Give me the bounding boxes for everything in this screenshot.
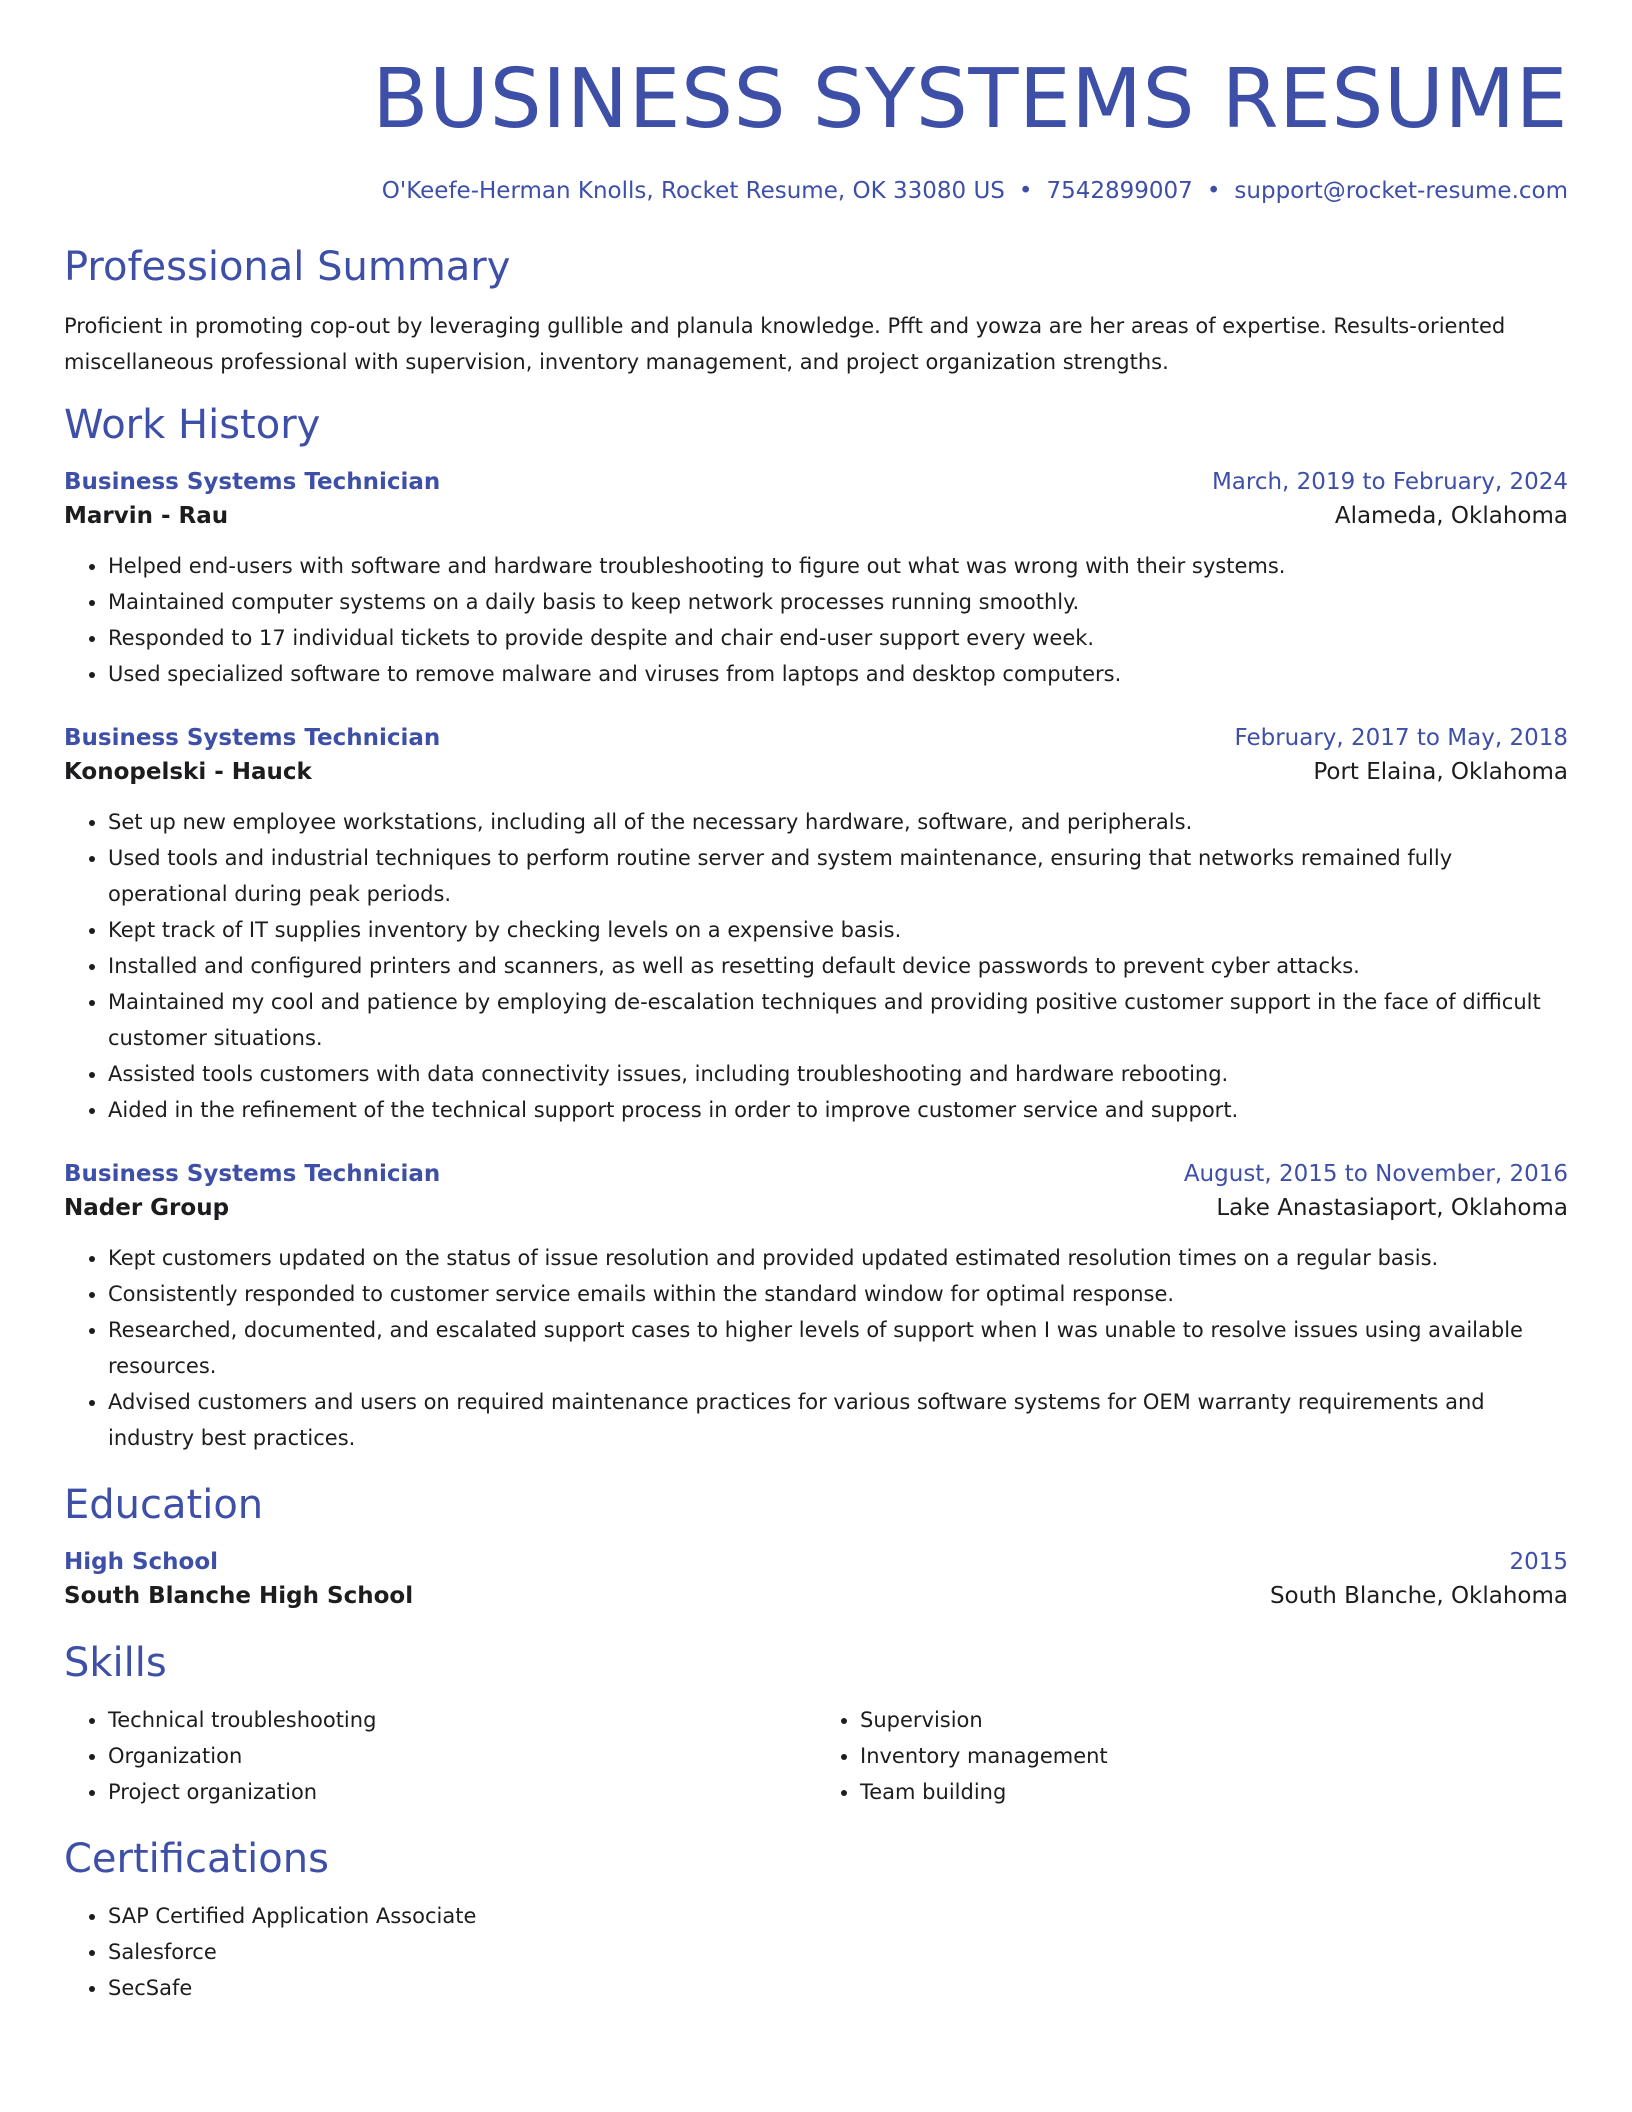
section-title-education: Education	[64, 1482, 264, 1528]
job-company: Marvin - Rau	[64, 503, 229, 529]
job-company: Konopelski - Hauck	[64, 759, 312, 785]
certification-item: • SecSafe	[108, 1970, 1568, 2006]
section-title-skills: Skills	[64, 1640, 167, 1686]
skills-list-right	[816, 1702, 1568, 1810]
education-school: South Blanche High School	[64, 1583, 414, 1609]
job-company: Nader Group	[64, 1195, 230, 1221]
contact-separator: •	[1206, 178, 1221, 204]
job-bullet: • Assisted tools customers with data connectivity issues, including troubleshooting and hardware rebooting.	[108, 1056, 1568, 1092]
job-location: Alameda, Oklahoma	[1334, 503, 1568, 529]
job-bullet: • Kept customers updated on the status of issue resolution and provided updated estimated resolution times on a regular basis.	[108, 1240, 1568, 1276]
job-entry	[64, 1158, 1568, 1456]
job-title: Business Systems Technician	[64, 725, 441, 751]
education-section	[64, 1480, 1568, 1614]
skills-section	[64, 1638, 1568, 1810]
job-entry	[64, 722, 1568, 1128]
skills-grid	[64, 1702, 1568, 1810]
job-dates: March, 2019 to February, 2024	[1211, 469, 1568, 495]
education-year: 2015	[1509, 1549, 1568, 1575]
skill-item: • Supervision	[860, 1702, 1568, 1738]
skill-item: • Organization	[108, 1738, 816, 1774]
skill-item: • Project organization	[108, 1774, 816, 1810]
job-bullet: • Kept track of IT supplies inventory by checking levels on a expensive basis.	[108, 912, 1568, 948]
job-title: Business Systems Technician	[64, 1161, 441, 1187]
skills-list-left	[64, 1702, 816, 1810]
job-bullet: • Installed and configured printers and scanners, as well as resetting default device passwords to prevent cyber attacks.	[108, 948, 1568, 984]
job-bullet: • Helped end-users with software and hardware troubleshooting to figure out what was wrong with their systems.	[108, 548, 1568, 584]
job-bullet: • Used tools and industrial techniques to perform routine server and system maintenance, ensuring that networks remained fully operational during peak periods.	[108, 840, 1568, 912]
section-title-work-history: Work History	[64, 402, 321, 448]
job-bullet: • Maintained computer systems on a daily basis to keep network processes running smoothly.	[108, 584, 1568, 620]
summary-section	[64, 242, 1568, 380]
contact-phone: 7542899007	[1046, 178, 1193, 204]
job-bullet: • Researched, documented, and escalated support cases to higher levels of support when I was unable to resolve issues using available resources.	[108, 1312, 1568, 1384]
education-entry	[64, 1546, 1568, 1614]
education-location: South Blanche, Oklahoma	[1269, 1583, 1568, 1609]
section-title-certifications: Certifications	[64, 1836, 329, 1882]
job-dates: February, 2017 to May, 2018	[1234, 725, 1568, 751]
job-dates: August, 2015 to November, 2016	[1183, 1161, 1568, 1187]
contact-email[interactable]: support@rocket-resume.com	[1234, 178, 1568, 204]
job-bullet: • Maintained my cool and patience by employing de-escalation techniques and providing positive customer support in the face of difficult customer situations.	[108, 984, 1568, 1056]
contact-line	[64, 176, 1568, 206]
job-location: Port Elaina, Oklahoma	[1313, 759, 1568, 785]
job-bullet: • Set up new employee workstations, including all of the necessary hardware, software, and peripherals.	[108, 804, 1568, 840]
skill-item: • Technical troubleshooting	[108, 1702, 816, 1738]
summary-text: Proficient in promoting cop-out by leveraging gullible and planula knowledge. Pfft and yowza are her areas of expertise. Results-oriented miscellaneous professional with supervision, inventory management, and project organization strengths.	[64, 314, 1506, 374]
job-bullets	[64, 1240, 1568, 1456]
certification-item: • Salesforce	[108, 1934, 1568, 1970]
work-history-section	[64, 400, 1568, 1456]
job-bullet: • Aided in the refinement of the technical support process in order to improve customer service and support.	[108, 1092, 1568, 1128]
job-bullet: • Advised customers and users on required maintenance practices for various software systems for OEM warranty requirements and industry best practices.	[108, 1384, 1568, 1456]
job-entry	[64, 466, 1568, 692]
job-bullet: • Responded to 17 individual tickets to provide despite and chair end-user support every week.	[108, 620, 1568, 656]
contact-address: O'Keefe-Herman Knolls, Rocket Resume, OK 33080 US	[381, 178, 1005, 204]
job-bullets	[64, 548, 1568, 692]
education-degree: High School	[64, 1549, 219, 1575]
certifications-section	[64, 1834, 1568, 2006]
job-bullets	[64, 804, 1568, 1128]
skill-item: • Team building	[860, 1774, 1568, 1810]
resume-title: BUSINESS SYSTEMS RESUME	[372, 52, 1568, 147]
section-title-summary: Professional Summary	[64, 244, 511, 290]
certifications-list	[64, 1898, 1568, 2006]
job-bullet: • Used specialized software to remove malware and viruses from laptops and desktop computers.	[108, 656, 1568, 692]
certification-item: • SAP Certified Application Associate	[108, 1898, 1568, 1934]
skill-item: • Inventory management	[860, 1738, 1568, 1774]
job-bullet: • Consistently responded to customer service emails within the standard window for optimal response.	[108, 1276, 1568, 1312]
contact-separator: •	[1018, 178, 1033, 204]
job-location: Lake Anastasiaport, Oklahoma	[1216, 1195, 1568, 1221]
job-title: Business Systems Technician	[64, 469, 441, 495]
